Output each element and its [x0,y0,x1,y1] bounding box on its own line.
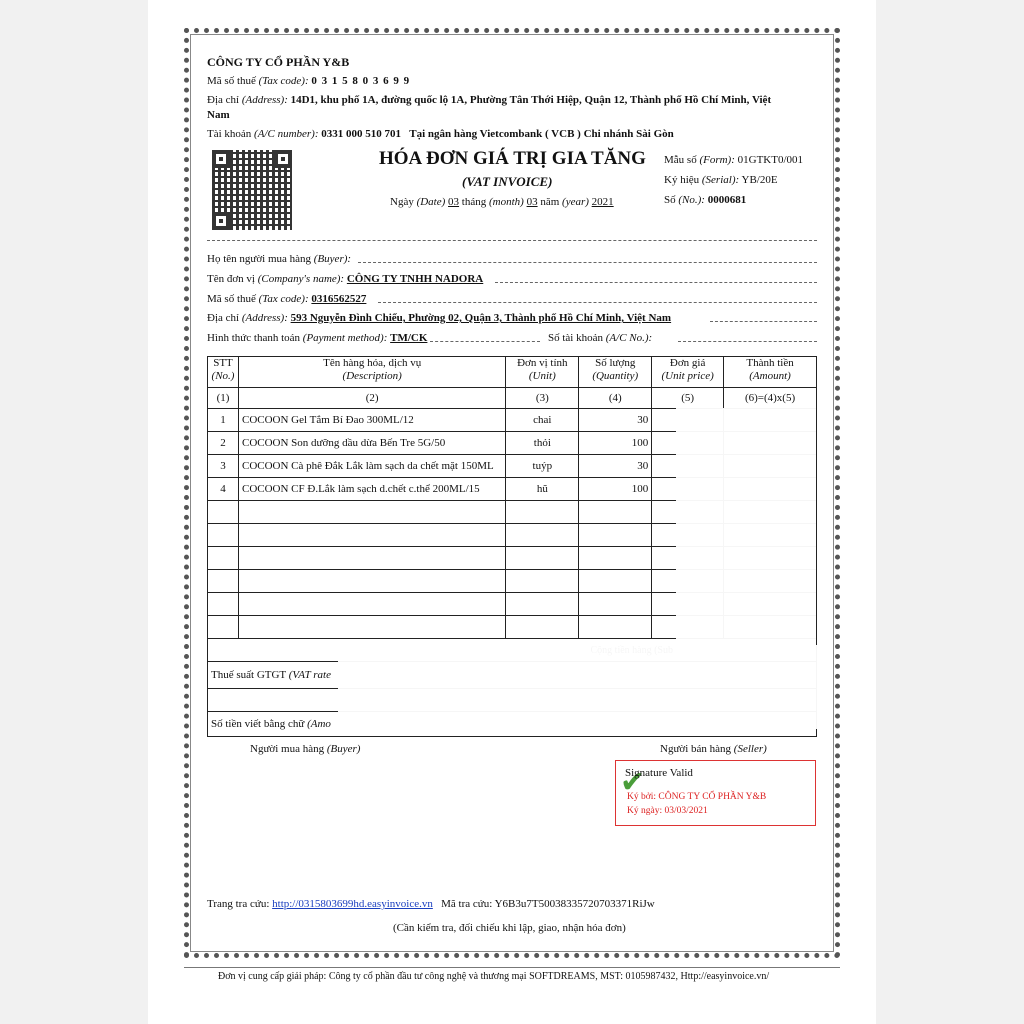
seller-account: 0331 000 510 701 [321,128,402,140]
col-header-quantity: Số lượng (Quantity) [579,357,652,388]
invoice-title: HÓA ĐƠN GIÁ TRỊ GIA TĂNG [379,148,646,169]
buyer-name-label: Họ tên người mua hàng (Buyer): [207,253,352,265]
seller-account-row: Tài khoản (A/C number): 0331 000 510 701 Tại ngân hàng Vietcombank ( VCB ) Chi nhánh Sài Gòn [207,128,674,140]
lookup-row: Trang tra cứu: http://0315803699hd.easyinvoice.vn Mã tra cứu: Y6B3u7T50038335720703371RiJw [207,898,655,910]
provider-note: Đơn vị cung cấp giải pháp: Công ty cổ phần đầu tư công nghệ và thương mại SOFTDREAMS, MST: 0105987432, Http://easyinvoice.vn/ [218,971,770,982]
seller-signature-label: Người bán hàng (Seller) [660,743,767,755]
col-header-unit-price: Đơn giá (Unit price) [652,357,724,388]
buyer-company: CÔNG TY TNHH NADORA [346,273,484,285]
lookup-link[interactable]: http://0315803699hd.easyinvoice.vn [272,898,433,910]
seller-bank: Tại ngân hàng Vietcombank ( VCB ) Chi nhánh Sài Gòn [409,128,674,140]
buyer-company-row: Tên đơn vị (Company's name): CÔNG TY TNHH NADORA [207,273,484,285]
seller-address-row: Địa chỉ (Address): 14D1, khu phố 1A, đường quốc lộ 1A, Phường Tân Thới Hiệp, Quận 12, Thành phố Hồ Chí Minh, Việt [207,94,772,106]
buyer-account-row: Số tài khoản (A/C No.): [548,332,653,344]
buyer-tax-code: 0316562527 [311,293,367,305]
table-row: 4 COCOON CF Đ.Lắk làm sạch d.chết c.thể 200ML/15 hũ 100 [208,478,817,501]
col-header-no: STT (No.) [208,357,239,388]
buyer-payment: TM/CK [390,332,428,344]
footer-divider [184,967,840,968]
table-row: 3 COCOON Cà phê Đắk Lắk làm sạch da chết mặt 150ML tuýp 30 [208,455,817,478]
buyer-signature-label: Người mua hàng (Buyer) [250,743,361,755]
qr-code-icon [212,150,292,230]
amount-words-row: Số tiền viết bằng chữ (Amo [208,712,817,737]
lookup-note: (Cần kiểm tra, đối chiếu khi lập, giao, nhận hóa đơn) [393,922,626,934]
seller-tax-row: Mã số thuế (Tax code): 0 3 1 5 8 0 3 6 9 9 [207,75,411,87]
signature-valid: Signature Valid [625,767,693,779]
buyer-tax-row: Mã số thuế (Tax code): 0316562527 [207,293,367,305]
table-row: 2 COCOON Son dưỡng dầu dừa Bến Tre 5G/50 thỏi 100 [208,432,817,455]
buyer-tax-line [378,302,817,303]
vat-row: Thuế suất GTGT (VAT rate [208,662,817,689]
buyer-payment-line [430,341,540,342]
checkmark-icon: ✔ [620,765,646,800]
table-header-row [208,357,817,388]
buyer-address-row: Địa chỉ (Address): 593 Nguyễn Đình Chiểu, Phường 02, Quận 3, Thành phố Hồ Chí Minh, Việt Nam [207,312,672,324]
seller-address: 14D1, khu phố 1A, đường quốc lộ 1A, Phường Tân Thới Hiệp, Quận 12, Thành phố Hồ Chí Minh, Việt [290,94,772,106]
col-header-unit: Đơn vị tính (Unit) [506,357,579,388]
buyer-address: 593 Nguyễn Đình Chiểu, Phường 02, Quận 3, Thành phố Hồ Chí Minh, Việt Nam [290,312,672,324]
col-header-description: Tên hàng hóa, dịch vụ (Description) [238,357,505,388]
signed-date: Ký ngày: 03/03/2021 [627,806,708,816]
buyer-company-line [495,282,817,283]
invoice-date: Ngày (Date) 03 tháng (month) 03 năm (year) 2021 [390,196,614,208]
lookup-code: Y6B3u7T50038335720703371RiJw [494,898,655,910]
buyer-address-line [710,321,817,322]
redacted-area [338,645,818,729]
table-index-row: (1) (2) (3) (4) (5) (6)=(4)x(5) [208,388,817,409]
invoice-subtitle: (VAT INVOICE) [462,174,553,189]
buyer-name-line [358,262,817,263]
seller-address-cont: Nam [207,109,230,121]
invoice-serial: Ký hiệu (Serial): YB/20E [664,174,778,186]
section-divider [207,240,817,241]
signed-by: Ký bởi: CÔNG TY CỔ PHẦN Y&B [627,792,767,802]
buyer-account-line [678,341,817,342]
seller-tax-code: 0 3 1 5 8 0 3 6 9 9 [311,75,411,87]
buyer-payment-row: Hình thức thanh toán (Payment method): TM/CK [207,332,428,344]
invoice-form: Mẫu số (Form): 01GTKT0/001 [664,154,804,166]
col-header-amount: Thành tiền (Amount) [724,357,817,388]
table-row: 1 COCOON Gel Tắm Bí Đao 300ML/12 chai 30 [208,409,817,432]
seller-company: CÔNG TY CỔ PHẦN Y&B [207,55,350,69]
redacted-area [676,408,816,646]
invoice-number: Số (No.): 0000681 [664,194,747,206]
